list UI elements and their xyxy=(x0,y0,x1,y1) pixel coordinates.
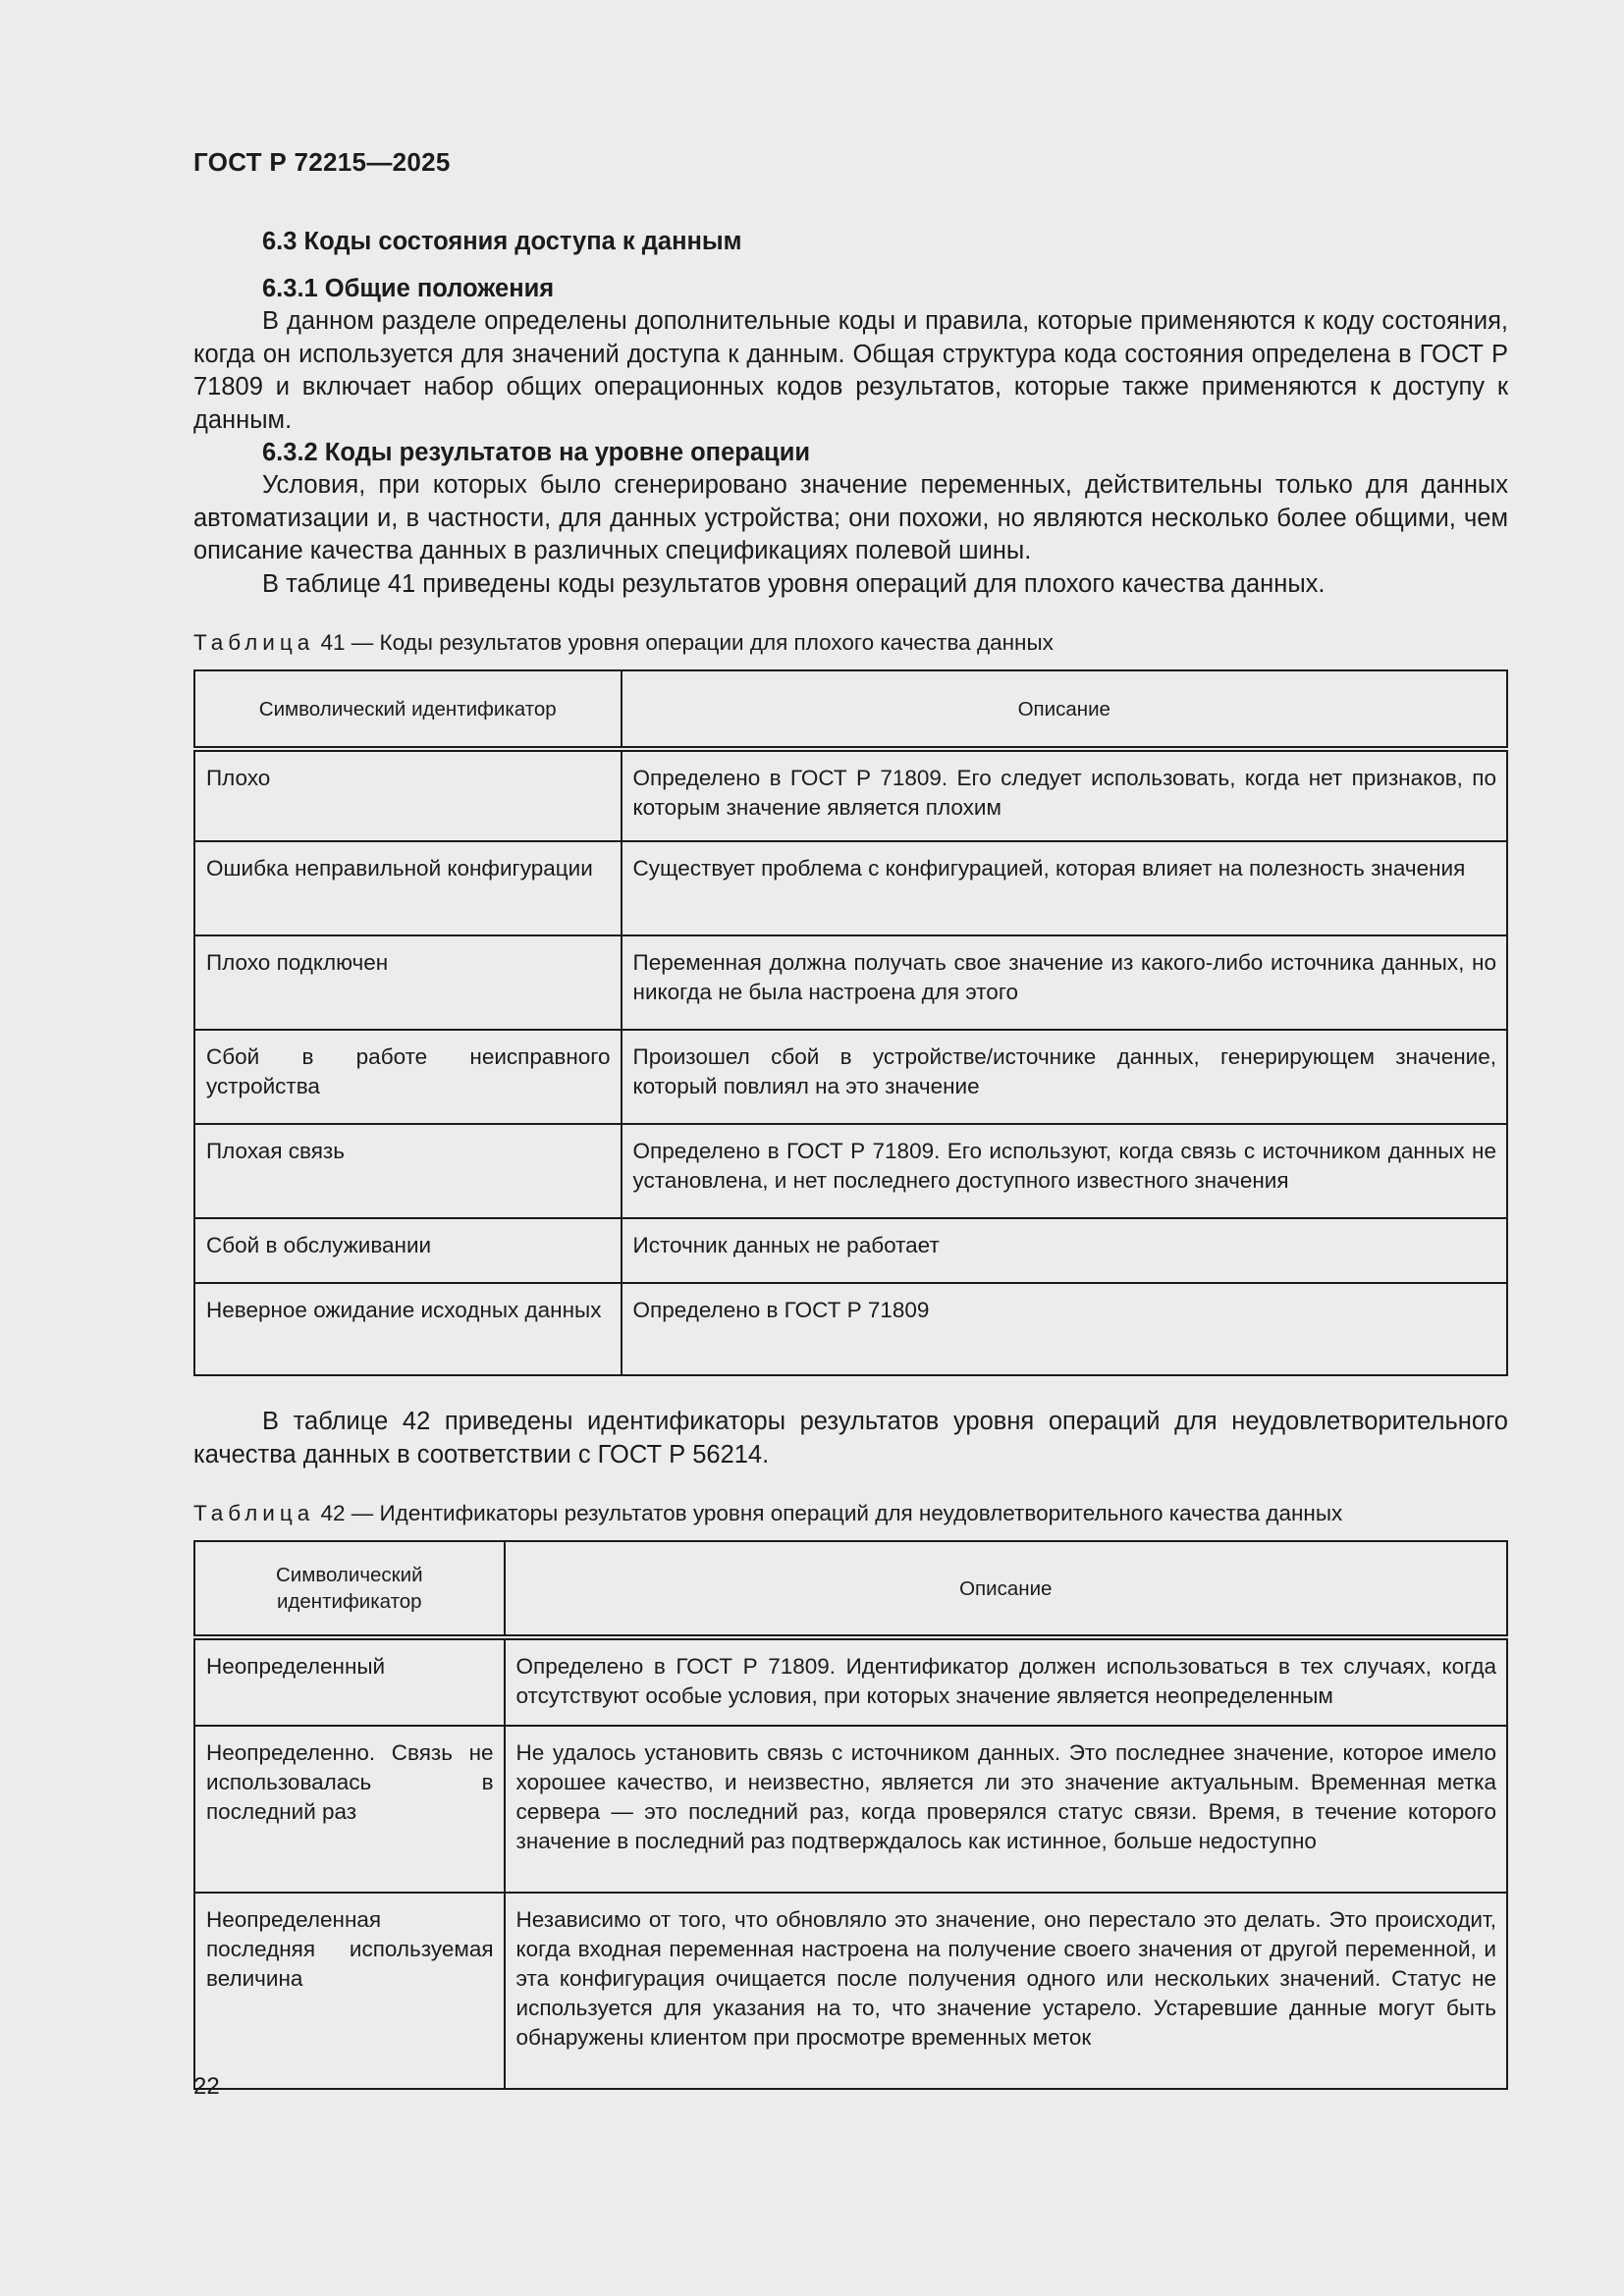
column-header-identifier: Символический идентификатор xyxy=(194,1541,505,1637)
document-body xyxy=(193,224,1508,2090)
table-42-block xyxy=(193,1499,1508,2090)
cell-description: Переменная должна получать свое значение из какого-либо источника данных, но никогда не была настроена для этого xyxy=(622,935,1507,1030)
table-41-caption xyxy=(193,628,1508,658)
table-42 xyxy=(193,1540,1508,2090)
subsection-heading-6-3-1: 6.3.1 Общие положения xyxy=(262,275,555,302)
cell-identifier: Неопределенно. Связь не использовалась в последний раз xyxy=(194,1726,505,1893)
paragraph-conditions: Условия, при которых было сгенерировано значение переменных, действительны только для данных автоматизации и, в частности, для данных устройства; они похожи, но являются несколько более общими, чем описание качества данных в различных спецификациях полевой шины. xyxy=(193,471,1508,564)
cell-description: Определено в ГОСТ Р 71809 xyxy=(622,1283,1507,1375)
paragraph-table42-intro: В таблице 42 приведены идентификаторы результатов уровня операций для неудовлетворительного качества данных в соответствии с ГОСТ Р 56214. xyxy=(193,1408,1508,1468)
cell-description: Существует проблема с конфигурацией, которая влияет на полезность значения xyxy=(622,841,1507,935)
cell-identifier: Сбой в работе неисправного устройства xyxy=(194,1030,622,1124)
table-42-caption xyxy=(193,1499,1508,1528)
table-41-caption-word: Таблица xyxy=(193,630,315,655)
table-header-row xyxy=(194,1541,1507,1637)
cell-description: Не удалось установить связь с источником данных. Это последнее значение, которое имело хорошее качество, и неизвестно, является ли это значение актуальным. Временная метка сервера — это последний раз, когда проверялся статус связи. Время, в течение которого значение в последний раз подтверждалось как истинное, больше недоступно xyxy=(505,1726,1507,1893)
table-row xyxy=(194,1030,1507,1124)
table-row xyxy=(194,1283,1507,1375)
table-row xyxy=(194,749,1507,841)
cell-identifier: Неопределенная последняя используемая величина xyxy=(194,1893,505,2089)
cell-description: Источник данных не работает xyxy=(622,1218,1507,1283)
table-row xyxy=(194,1893,1507,2089)
cell-description: Определено в ГОСТ Р 71809. Идентификатор должен использоваться в тех случаях, когда отсутствуют особые условия, при которых значение является неопределенным xyxy=(505,1637,1507,1726)
cell-description: Произошел сбой в устройстве/источнике данных, генерирующем значение, который повлиял на это значение xyxy=(622,1030,1507,1124)
table-41-caption-text: 41 — Коды результатов уровня операции для плохого качества данных xyxy=(314,630,1054,655)
cell-identifier: Неопределенный xyxy=(194,1637,505,1726)
page-number: 22 xyxy=(193,2073,220,2100)
table-row xyxy=(194,1124,1507,1218)
cell-identifier: Сбой в обслуживании xyxy=(194,1218,622,1283)
table-row xyxy=(194,1218,1507,1283)
column-header-description: Описание xyxy=(505,1541,1507,1637)
cell-description: Независимо от того, что обновляло это значение, оно перестало это делать. Это происходит, когда входная переменная настроена на получение своего значения от другой переменной, и эта конфигурация очищается после получения одного или нескольких значений. Статус не используется для указания на то, что значение устарело. Устаревшие данные могут быть обнаружены клиентом при просмотре временных меток xyxy=(505,1893,1507,2089)
table-41-block xyxy=(193,628,1508,1376)
table-42-caption-word: Таблица xyxy=(193,1501,315,1525)
table-header-row xyxy=(194,670,1507,749)
table-41 xyxy=(193,669,1508,1376)
table-42-caption-text: 42 — Идентификаторы результатов уровня операций для неудовлетворительного качества данных xyxy=(314,1501,1343,1525)
column-header-description: Описание xyxy=(622,670,1507,749)
cell-identifier: Плохо xyxy=(194,749,622,841)
column-header-identifier: Символический идентификатор xyxy=(194,670,622,749)
cell-description: Определено в ГОСТ Р 71809. Его следует использовать, когда нет признаков, по которым значение является плохим xyxy=(622,749,1507,841)
table-row xyxy=(194,1637,1507,1726)
subsection-heading-6-3-2: 6.3.2 Коды результатов на уровне операции xyxy=(262,439,811,466)
cell-identifier: Неверное ожидание исходных данных xyxy=(194,1283,622,1375)
paragraph-general-provisions: В данном разделе определены дополнительные коды и правила, которые применяются к коду состояния, когда он используется для значений доступа к данным. Общая структура кода состояния определена в ГОСТ Р 71809 и включает набор общих операционных кодов результатов, которые также применяются к доступу к данным. xyxy=(193,307,1508,434)
cell-description: Определено в ГОСТ Р 71809. Его используют, когда связь с источником данных не установлена, и нет последнего доступного известного значения xyxy=(622,1124,1507,1218)
table-row xyxy=(194,841,1507,935)
table-row xyxy=(194,935,1507,1030)
table-row xyxy=(194,1726,1507,1893)
cell-identifier: Ошибка неправильной конфигурации xyxy=(194,841,622,935)
cell-identifier: Плохая связь xyxy=(194,1124,622,1218)
paragraph-table41-intro: В таблице 41 приведены коды результатов уровня операций для плохого качества данных. xyxy=(262,569,1326,598)
document-header: ГОСТ Р 72215—2025 xyxy=(193,147,451,177)
section-heading-6-3: 6.3 Коды состояния доступа к данным xyxy=(262,228,742,255)
cell-identifier: Плохо подключен xyxy=(194,935,622,1030)
